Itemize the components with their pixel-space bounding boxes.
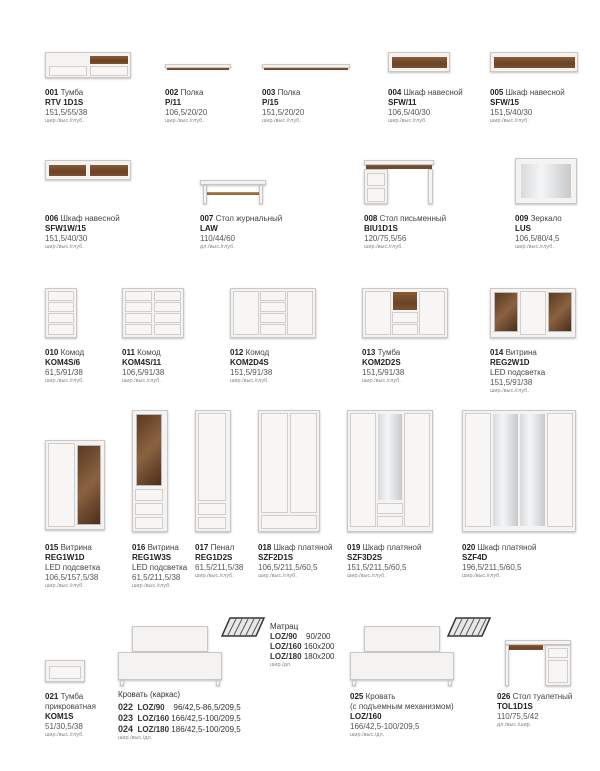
- item-code: REG1W3S: [132, 553, 172, 562]
- item-number: 011: [122, 348, 135, 357]
- item-type: Стол письменный: [379, 214, 447, 223]
- wall-cabinet-sfw11-illustration: [388, 52, 450, 72]
- item-type: Пенал: [210, 543, 235, 552]
- item-code: KOM4S/11: [122, 358, 162, 367]
- item-code: SFW1W/15: [45, 224, 86, 233]
- item-units: шир./выс./глуб.: [195, 573, 234, 579]
- item-type: Комод: [60, 348, 85, 357]
- item-dimensions: 151,5/40/30: [490, 108, 533, 117]
- item-code: KOM2D4S: [230, 358, 269, 367]
- item-units: шир./выс./глуб.: [122, 378, 161, 384]
- item-dimensions: 151,5/91/38: [230, 368, 273, 377]
- bed-frame-units: шир./выс./дл.: [118, 735, 153, 741]
- mattress-title: Матрац: [270, 622, 299, 631]
- item-number: 007: [200, 214, 214, 223]
- item-number: 004: [388, 88, 402, 97]
- wall-cabinet-sfw15-illustration: [490, 52, 578, 72]
- bed-frame-dims: 186/42,5-100/209,5: [171, 725, 241, 734]
- item-units: шир./выс./глуб.: [45, 378, 84, 384]
- wall-cabinet-sfw1w15-illustration: [45, 160, 131, 180]
- item-caption-026: [497, 692, 572, 729]
- item-type: Стол туалетный: [512, 692, 573, 701]
- item-type: Комод: [137, 348, 161, 357]
- bed-frame-code: LOZ/90: [137, 703, 165, 712]
- wardrobe-szf2d1s-illustration: [258, 410, 320, 532]
- item-caption-019: [347, 543, 421, 580]
- item-type: Стол журнальный: [215, 214, 283, 223]
- item-units: шир./выс./глуб.: [362, 378, 401, 384]
- item-type: Полка: [277, 88, 301, 97]
- item-number: 026: [497, 692, 511, 701]
- item-units: шир./выс./глуб.: [388, 118, 427, 124]
- mattress-dims: 180x200: [303, 652, 335, 661]
- item-units: шир./выс./глуб.: [165, 118, 204, 124]
- bed-frame-dims: 166/42,5-100/209,5: [171, 714, 241, 723]
- item-type: Шкаф платяной: [477, 543, 537, 552]
- mattress-units: шир./дл.: [270, 662, 292, 668]
- item-caption-004: [388, 88, 463, 125]
- item-caption-005: [490, 88, 565, 125]
- item-units: шир./выс./глуб.: [347, 573, 386, 579]
- item-units: дл./выс./глуб.: [200, 244, 235, 250]
- item-units: шир./выс./глуб.: [258, 573, 297, 579]
- bed-frame-title: Кровать (каркас): [118, 690, 181, 699]
- item-dimensions: 106,5/80/4,5: [515, 234, 560, 243]
- item-units: шир./выс./глуб.: [45, 118, 84, 124]
- display-reg2w1d-illustration: [490, 288, 576, 338]
- item-code: REG1W1D: [45, 553, 85, 562]
- item-dimensions: 51/30,5/38: [45, 722, 83, 731]
- item-caption-008: [364, 214, 446, 251]
- bed-frame-dims: 96/42,5-86,5/209,5: [173, 703, 241, 712]
- mattress-block: [270, 622, 335, 669]
- item-subtitle: LED подсветка: [132, 563, 188, 572]
- item-caption-001: [45, 88, 87, 125]
- item-dimensions: 120/75,5/56: [364, 234, 407, 243]
- item-units: шир./выс./глуб.: [462, 573, 501, 579]
- mattress-code: LOZ/180: [270, 652, 302, 661]
- item-type: Шкаф навесной: [505, 88, 565, 97]
- item-caption-025: [350, 692, 454, 739]
- item-code: BIU1D1S: [364, 224, 398, 233]
- item-dimensions: 106,5/211,5/60,5: [258, 563, 318, 572]
- item-number: 012: [230, 348, 244, 357]
- item-type: Тумба: [377, 348, 401, 357]
- item-number: 002: [165, 88, 179, 97]
- item-subtitle: прикроватная: [45, 702, 96, 711]
- item-dimensions: 196,5/211,5/60,5: [462, 563, 522, 572]
- item-code: LOZ/160: [350, 712, 382, 721]
- item-caption-021: [45, 692, 96, 739]
- display-reg1w1d-illustration: [45, 440, 105, 530]
- item-code: LAW: [200, 224, 218, 233]
- item-caption-006: [45, 214, 120, 251]
- item-units: шир./выс./глуб.: [45, 244, 84, 250]
- item-type: Полка: [180, 88, 204, 97]
- item-subtitle: LED подсветка: [490, 368, 546, 377]
- lift-bed-illustration: [350, 626, 454, 686]
- item-caption-013: [362, 348, 404, 385]
- item-number: 014: [490, 348, 504, 357]
- mirror-illustration: [515, 158, 577, 204]
- item-units: дл./выс./шир.: [497, 722, 532, 728]
- item-dimensions: 106,5/40/30: [388, 108, 431, 117]
- item-number: 019: [347, 543, 361, 552]
- item-dimensions: 151,5/91/38: [490, 378, 533, 387]
- cabinet-kom2d2s-illustration: [362, 288, 448, 338]
- chest-kom2d4s-illustration: [230, 288, 316, 338]
- shelf-p15-illustration: [262, 64, 350, 72]
- item-dimensions: 151,5/211,5/60,5: [347, 563, 407, 572]
- item-units: шир./выс./глуб.: [490, 118, 529, 124]
- item-caption-011: [122, 348, 164, 385]
- bed-frame-number: 023: [118, 713, 134, 723]
- item-caption-014: [490, 348, 545, 395]
- chest-kom4s11-illustration: [122, 288, 184, 338]
- item-dimensions: 166/42,5-100/209,5: [350, 722, 420, 731]
- tall-cabinet-reg1d2s-illustration: [195, 410, 231, 532]
- item-code: KOM1S: [45, 712, 74, 721]
- item-dimensions: 151,5/20/20: [262, 108, 305, 117]
- slatted-base-icon: [220, 616, 266, 640]
- item-dimensions: 110/75,5/42: [497, 712, 539, 721]
- item-caption-016: [132, 543, 187, 590]
- bed-frame-number: 022: [118, 702, 134, 712]
- dressing-table-illustration: [505, 640, 571, 686]
- item-units: шир./выс./глуб.: [262, 118, 301, 124]
- item-units: шир./выс./глуб.: [230, 378, 269, 384]
- item-number: 013: [362, 348, 376, 357]
- item-caption-009: [515, 214, 562, 251]
- item-number: 010: [45, 348, 59, 357]
- item-dimensions: 61,5/91/38: [45, 368, 83, 377]
- item-units: шир./выс./глуб.: [132, 583, 171, 589]
- item-type: Витрина: [147, 543, 179, 552]
- mattress-code: LOZ/160: [270, 642, 302, 651]
- item-caption-002: [165, 88, 207, 125]
- tv-stand-illustration: [45, 52, 131, 78]
- item-dimensions: 110/44/60: [200, 234, 235, 243]
- item-type: Кровать: [365, 692, 396, 701]
- item-code: SFW/15: [490, 98, 519, 107]
- item-caption-015: [45, 543, 100, 590]
- item-code: TOL1D1S: [497, 702, 533, 711]
- item-type: Витрина: [505, 348, 537, 357]
- display-reg1w3s-illustration: [132, 410, 168, 532]
- item-number: 006: [45, 214, 59, 223]
- wardrobe-szf3d2s-illustration: [347, 410, 433, 532]
- item-type: Зеркало: [530, 214, 562, 223]
- item-units: шир./выс./глуб.: [490, 388, 529, 394]
- bed-frame-number: 024: [118, 724, 134, 734]
- item-units: шир./выс./глуб.: [364, 244, 403, 250]
- item-code: KOM4S/6: [45, 358, 81, 367]
- item-type: Шкаф навесной: [60, 214, 120, 223]
- item-caption-012: [230, 348, 272, 385]
- chest-kom4s6-illustration: [45, 288, 77, 338]
- item-number: 003: [262, 88, 276, 97]
- item-code: LUS: [515, 224, 531, 233]
- item-type: Комод: [245, 348, 270, 357]
- item-units: шир./выс./глуб.: [45, 583, 84, 589]
- item-number: 018: [258, 543, 272, 552]
- item-code: SZF4D: [462, 553, 488, 562]
- item-dimensions: 61,5/211,5/38: [195, 563, 244, 572]
- item-dimensions: 106,5/91/38: [122, 368, 165, 377]
- item-code: REG1D2S: [195, 553, 233, 562]
- item-number: 016: [132, 543, 146, 552]
- item-number: 021: [45, 692, 59, 701]
- desk-illustration: [364, 160, 434, 204]
- item-caption-020: [462, 543, 536, 580]
- item-dimensions: 151,5/40/30: [45, 234, 88, 243]
- item-dimensions: 151,5/55/38: [45, 108, 88, 117]
- item-code: KOM2D2S: [362, 358, 401, 367]
- item-dimensions: 61,5/211,5/38: [132, 573, 181, 582]
- bed-frame-illustration: [118, 626, 222, 686]
- item-type: Витрина: [60, 543, 92, 552]
- shelf-p11-illustration: [165, 64, 231, 72]
- item-caption-003: [262, 88, 304, 125]
- item-units: шир./выс./глуб.: [515, 244, 554, 250]
- item-number: 017: [195, 543, 209, 552]
- item-caption-007: [200, 214, 282, 251]
- item-units: шир./выс./глуб.: [45, 732, 84, 738]
- coffee-table-illustration: [200, 180, 266, 204]
- item-code: SFW/11: [388, 98, 417, 107]
- item-number: 005: [490, 88, 504, 97]
- item-units: шир./выс./дл.: [350, 732, 385, 738]
- item-number: 020: [462, 543, 476, 552]
- item-code: RTV 1D1S: [45, 98, 84, 107]
- item-number: 015: [45, 543, 59, 552]
- item-type: Шкаф навесной: [403, 88, 463, 97]
- item-number: 008: [364, 214, 378, 223]
- item-caption-017: [195, 543, 243, 580]
- slatted-base-icon: [446, 616, 492, 640]
- wardrobe-szf4d-illustration: [462, 410, 576, 532]
- item-type: Тумба: [60, 692, 84, 701]
- item-code: REG2W1D: [490, 358, 530, 367]
- item-number: 009: [515, 214, 529, 223]
- item-dimensions: 151,5/91/38: [362, 368, 405, 377]
- item-type: Тумба: [60, 88, 84, 97]
- item-code: SZF2D1S: [258, 553, 294, 562]
- bed-frame-block: [118, 690, 241, 742]
- item-code: P/11: [165, 98, 182, 107]
- mattress-dims: 160x200: [303, 642, 335, 651]
- mattress-dims: 90/200: [306, 632, 331, 641]
- item-type: Шкаф платяной: [273, 543, 333, 552]
- item-dimensions: 106,5/157,5/38: [45, 573, 99, 582]
- item-number: 001: [45, 88, 59, 97]
- bed-frame-code: LOZ/160: [137, 714, 170, 723]
- item-dimensions: 106,5/20/20: [165, 108, 208, 117]
- item-type: Шкаф платяной: [362, 543, 422, 552]
- item-caption-018: [258, 543, 332, 580]
- bed-frame-code: LOZ/180: [137, 725, 170, 734]
- bedside-table-illustration: [45, 660, 85, 682]
- item-subtitle: (с подъемным механизмом): [350, 702, 454, 711]
- item-subtitle: LED подсветка: [45, 563, 101, 572]
- item-number: 025: [350, 692, 364, 701]
- item-code: P/15: [262, 98, 279, 107]
- item-caption-010: [45, 348, 84, 385]
- item-code: SZF3D2S: [347, 553, 383, 562]
- mattress-code: LOZ/90: [270, 632, 298, 641]
